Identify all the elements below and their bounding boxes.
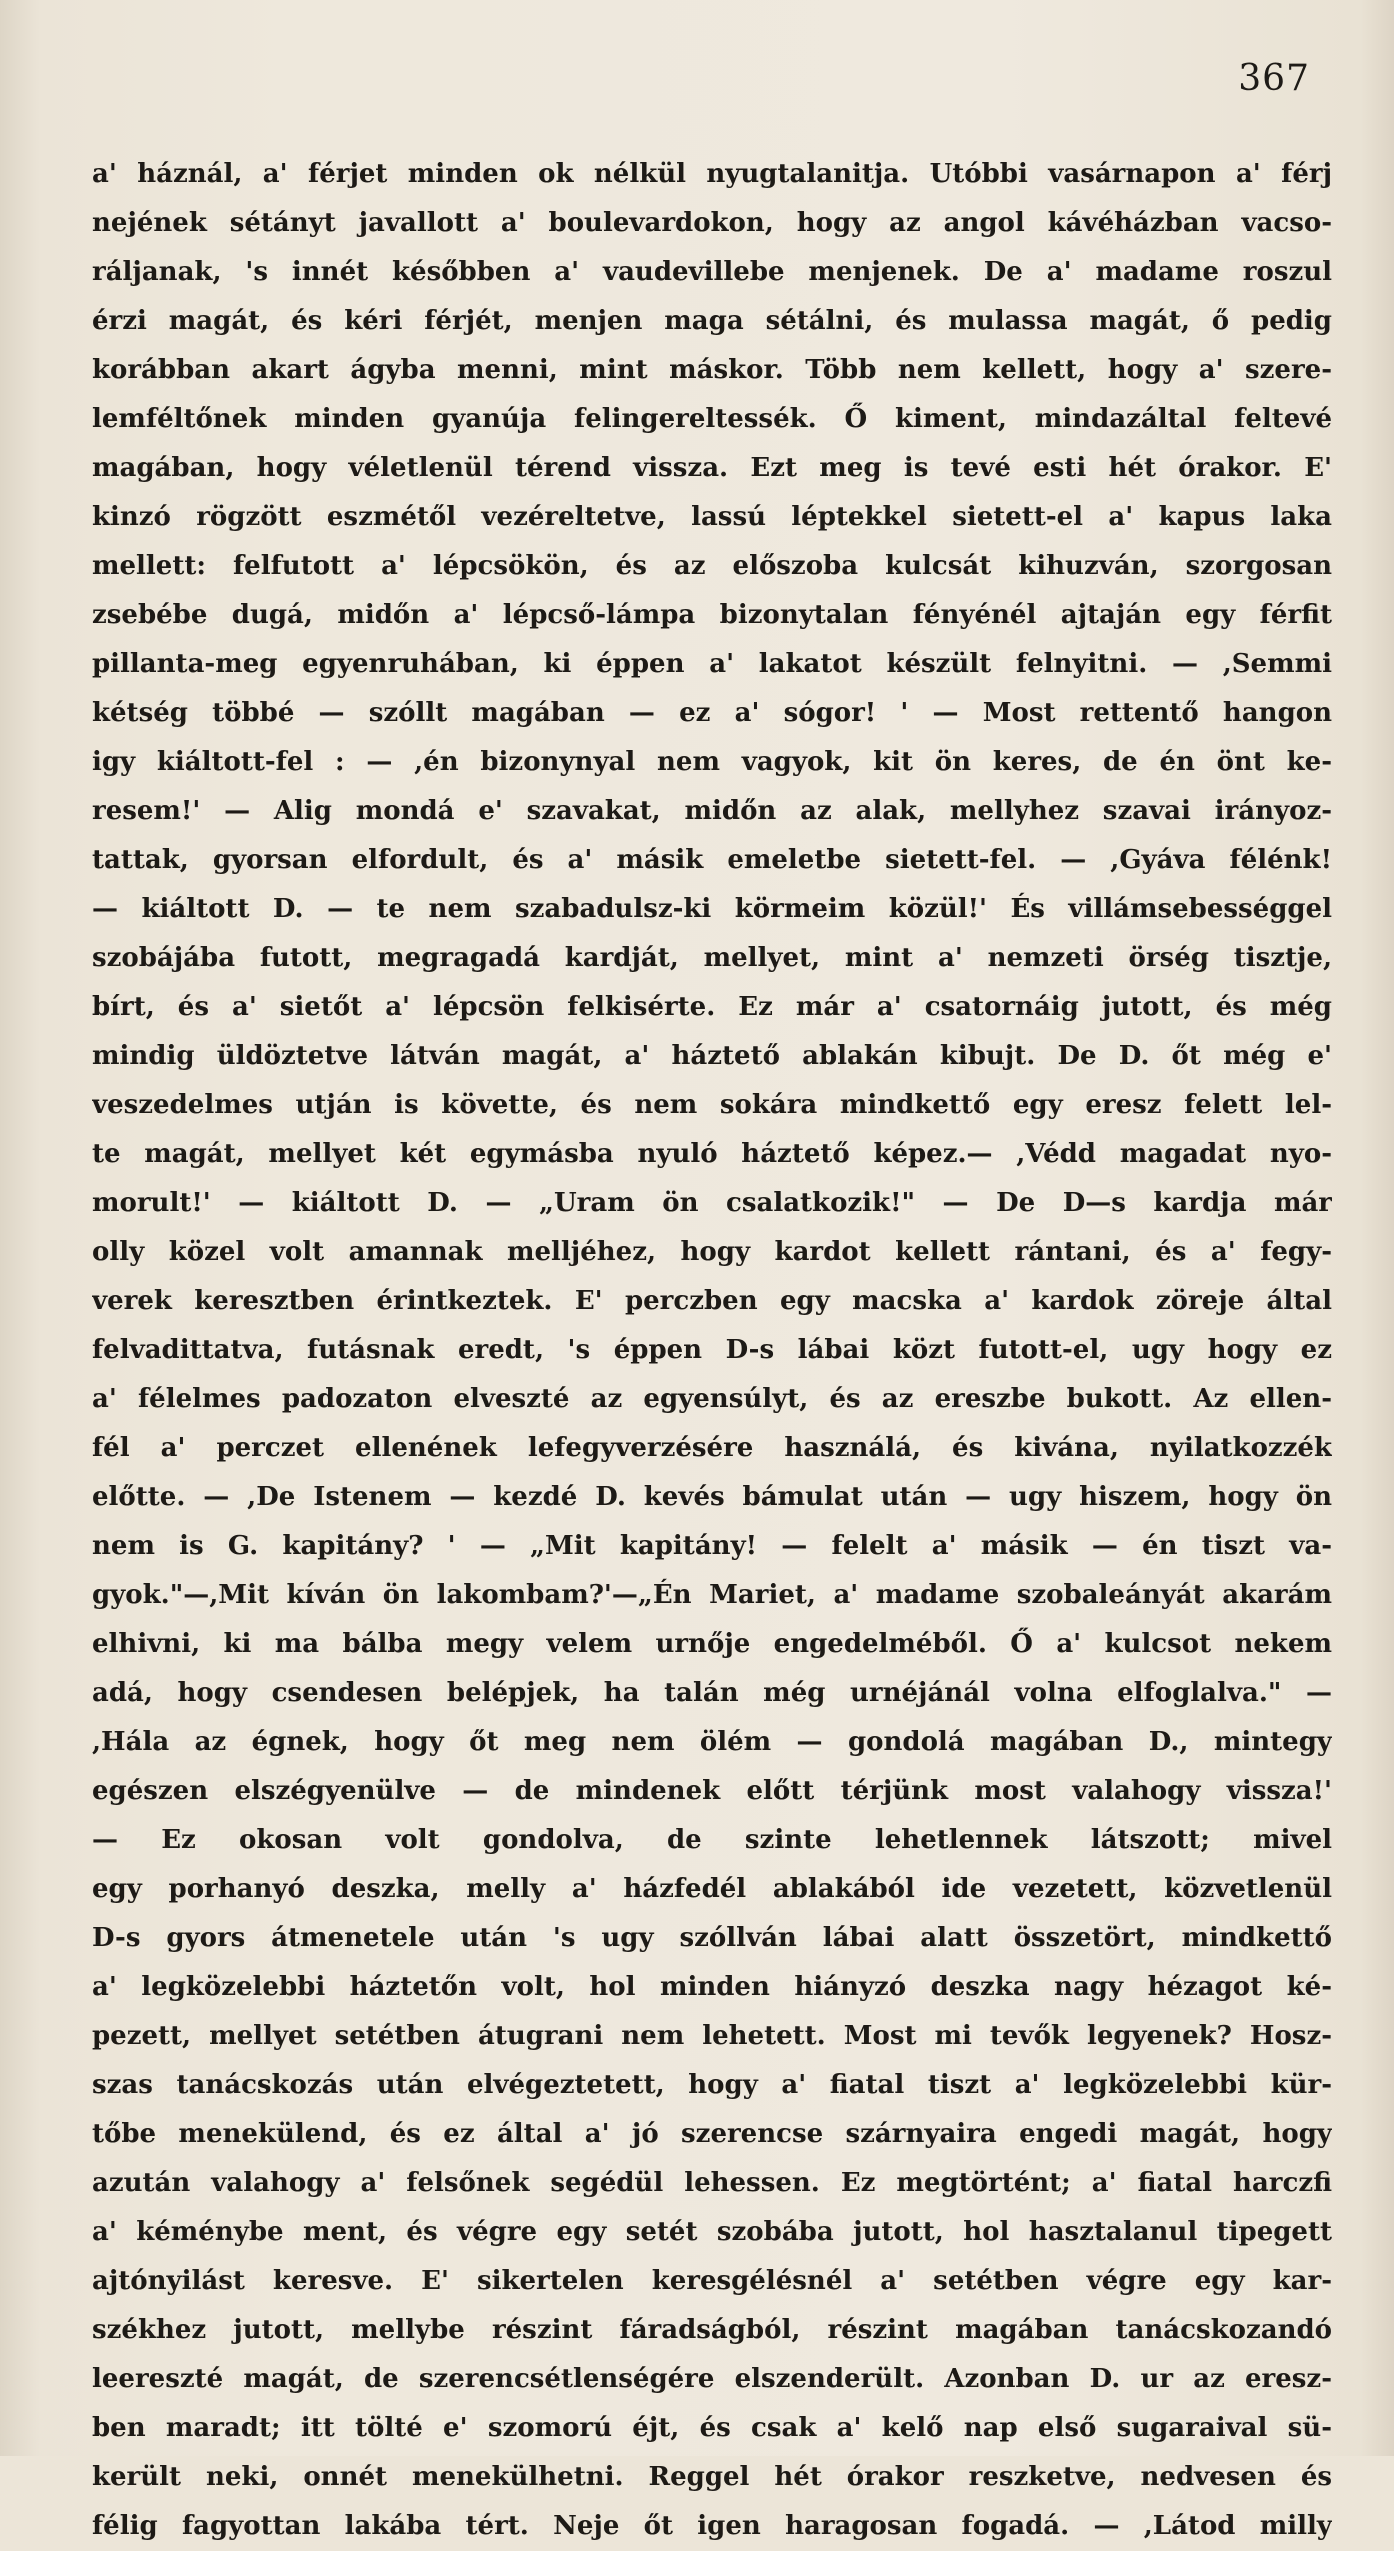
text-line: egy porhanyó deszka, melly a' házfedél ablakából ide vezetett, közvetlenül [92,1874,1332,1904]
text-line: került neki, onnét menekülhetni. Reggel hét órakor reszketve, nedvesen és [92,2462,1332,2492]
text-line: mellett: felfutott a' lépcsökön, és az előszoba kulcsát kihuzván, szorgosan [92,551,1332,581]
text-line: egészen elszégyenülve — de mindenek előtt térjünk most valahogy vissza!' [92,1776,1332,1806]
text-line: veszedelmes utján is követte, és nem sokára mindkettő egy eresz felett lel- [92,1090,1332,1120]
text-line: mindig üldöztetve látván magát, a' háztető ablakán kibujt. De D. őt még e' [92,1041,1332,1071]
text-line: a' kéménybe ment, és végre egy setét szobába jutott, hol hasztalanul tipegett [92,2217,1332,2247]
text-line: felvadittatva, futásnak eredt, 's éppen D-s lábai közt futott-el, ugy hogy ez [92,1335,1332,1365]
text-line: nejének sétányt javallott a' boulevardokon, hogy az angol kávéházban vacso- [92,208,1332,238]
text-line: ráljanak, 's innét későbben a' vaudevillebe menjenek. De a' madame roszul [92,257,1332,287]
text-line: — kiáltott D. — te nem szabadulsz-ki körmeim közül!' És villámsebességgel [92,894,1332,924]
text-line: lemféltőnek minden gyanúja felingereltessék. Ő kiment, mindazáltal feltevé [92,404,1332,434]
text-line: előtte. — ,De Istenem — kezdé D. kevés bámulat után — ugy hiszem, hogy ön [92,1482,1332,1512]
text-line: — Ez okosan volt gondolva, de szinte lehetlennek látszott; mivel [92,1825,1332,1855]
text-line: ajtónyilást keresve. E' sikertelen keresgélésnél a' setétben végre egy kar- [92,2266,1332,2296]
text-line: olly közel volt amannak melljéhez, hogy kardot kellett rántani, és a' fegy- [92,1237,1332,1267]
text-line: igy kiáltott-fel : — ,én bizonynyal nem vagyok, kit ön keres, de én önt ke- [92,747,1332,777]
text-line: morult!' — kiáltott D. — „Uram ön csalatkozik!" — De D—s kardja már [92,1188,1332,1218]
text-line: érzi magát, és kéri férjét, menjen maga sétálni, és mulassa magát, ő pedig [92,306,1332,336]
text-line: korábban akart ágyba menni, mint máskor. Több nem kellett, hogy a' szere- [92,355,1332,385]
text-line: pezett, mellyet setétben átugrani nem lehetett. Most mi tevők legyenek? Hosz- [92,2021,1332,2051]
text-line: kinzó rögzött eszmétől vezéreltetve, lassú léptekkel sietett-el a' kapus laka [92,502,1332,532]
body-text [92,150,1332,2551]
text-line: tattak, gyorsan elfordult, és a' másik emeletbe sietett-fel. — ,Gyáva félénk! [92,845,1332,875]
text-line: elhivni, ki ma bálba megy velem urnője engedelméből. Ő a' kulcsot nekem [92,1629,1332,1659]
text-line: D-s gyors átmenetele után 's ugy szóllván lábai alatt összetört, mindkettő [92,1923,1332,1953]
text-line: pillanta-meg egyenruhában, ki éppen a' lakatot készült felnyitni. — ,Semmi [92,649,1332,679]
text-line: tőbe menekülend, és ez által a' jó szerencse szárnyaira engedi magát, hogy [92,2119,1332,2149]
text-line: nem is G. kapitány? ' — „Mit kapitány! — felelt a' másik — én tiszt va- [92,1531,1332,1561]
text-line: félig fagyottan lakába tért. Neje őt igen haragosan fogadá. — ,Látod milly [92,2511,1332,2541]
text-line: leereszté magát, de szerencsétlenségére elszenderült. Azonban D. ur az eresz- [92,2364,1332,2394]
text-line: fél a' perczet ellenének lefegyverzésére használá, és kivánа, nyilatkozzék [92,1433,1332,1463]
text-line: a' legközelebbi háztetőn volt, hol minden hiányzó deszka nagy hézagot ké- [92,1972,1332,2002]
page-number: 367 [1238,58,1310,99]
text-line: ben maradt; itt tölté e' szomorú éjt, és csak a' kelő nap első sugaraival sü- [92,2413,1332,2443]
text-line: magában, hogy véletlenül térend vissza. Ezt meg is tevé esti hét órakor. E' [92,453,1332,483]
text-line: szas tanácskozás után elvégeztetett, hogy a' fiatal tiszt a' legközelebbi kür- [92,2070,1332,2100]
text-line: resem!' — Alig mondá e' szavakat, midőn az alak, mellyhez szavai irányoz- [92,796,1332,826]
text-line: kétség többé — szóllt magában — ez a' sógor! ' — Most rettentő hangon [92,698,1332,728]
text-line: verek keresztben érintkeztek. E' perczben egy macska a' kardok zöreje által [92,1286,1332,1316]
text-line: te magát, mellyet két egymásba nyuló háztető képez.— ,Védd magadat nyo- [92,1139,1332,1169]
text-line: székhez jutott, mellybe részint fáradságból, részint magában tanácskozandó [92,2315,1332,2345]
text-line: a' félelmes padozaton elveszté az egyensúlyt, és az ereszbe bukott. Az ellen- [92,1384,1332,1414]
text-line: szobájába futott, megragadá kardját, mellyet, mint a' nemzeti örség tisztje, [92,943,1332,973]
text-line: a' háznál, a' férjet minden ok nélkül nyugtalanitja. Utóbbi vasárnapon a' férj [92,159,1332,189]
text-line: adá, hogy csendesen belépjek, ha talán még urnéjánál volna elfoglalva." — [92,1678,1332,1708]
text-line: ,Hála az égnek, hogy őt meg nem ölém — gondolá magában D., mintegy [92,1727,1332,1757]
text-line: azután valahogy a' felsőnek segédül lehessen. Ez megtörtént; a' fiatal harczfi [92,2168,1332,2198]
text-line: gyok."—,Mit kíván ön lakombam?'—„Én Mariet, a' madame szobaleányát akarám [92,1580,1332,1610]
text-line: zsebébe dugá, midőn a' lépcső-lámpa bizonytalan fényénél ajtaján egy férfit [92,600,1332,630]
text-line: bírt, és a' sietőt a' lépcsön felkisérte. Ez már a' csatornáig jutott, és még [92,992,1332,1022]
